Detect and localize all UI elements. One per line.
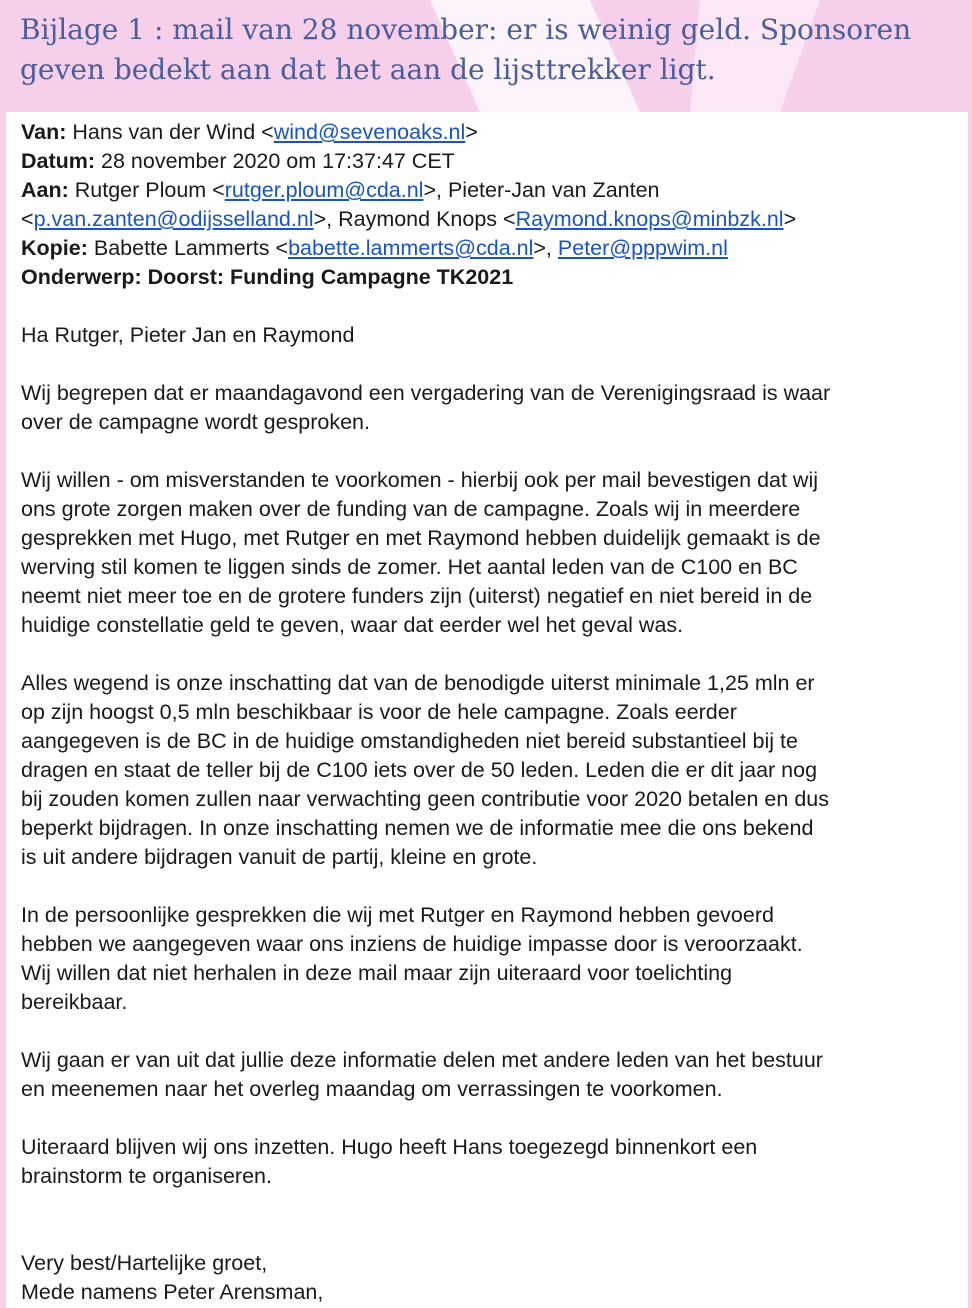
cc-email-link-1[interactable]: babette.lammerts@cda.nl xyxy=(288,236,534,260)
subject-line: Onderwerp: Doorst: Funding Campagne TK2021 xyxy=(21,265,514,289)
text-line: ons grote zorgen maken over de funding van de campagne. Zoals wij in meerdere xyxy=(21,497,801,521)
to-open-2: < xyxy=(21,207,34,231)
text-line: is uit andere bijdragen vanuit de partij, kleine en grote. xyxy=(21,845,538,869)
email-content xyxy=(21,118,966,1307)
to-name-3: >, Raymond Knops < xyxy=(313,207,516,231)
paragraph-3 xyxy=(21,669,966,872)
email-header xyxy=(21,118,966,292)
cc-label: Kopie: xyxy=(21,236,88,260)
text-line: Wij begrepen dat er maandagavond een vergadering van de Verenigingsraad is waar xyxy=(21,381,831,405)
paragraph-6 xyxy=(21,1133,966,1191)
text-line: Alles wegend is onze inschatting dat van de benodigde uiterst minimale 1,25 mln er xyxy=(21,671,815,695)
from-email-link[interactable]: wind@sevenoaks.nl xyxy=(273,120,466,144)
text-line: In de persoonlijke gesprekken die wij met Rutger en Raymond hebben gevoerd xyxy=(21,903,774,927)
text-line: dragen en staat de teller bij de C100 iets over de 50 leden. Leden die er dit jaar nog xyxy=(21,758,818,782)
caption-line-2: geven bedekt aan dat het aan de lijsttrekker ligt. xyxy=(20,53,716,86)
text-line: hebben we aangegeven waar ons inziens de huidige impasse door is veroorzaakt. xyxy=(21,932,803,956)
cc-sep: >, xyxy=(533,236,558,260)
to-email-link-3[interactable]: Raymond.knops@minbzk.nl xyxy=(515,207,784,231)
text-line: Wij gaan er van uit dat jullie deze informatie delen met andere leden van het bestuur xyxy=(21,1048,823,1072)
text-line: werving stil komen te liggen sinds de zomer. Het aantal leden van de C100 en BC xyxy=(21,555,798,579)
text-line: huidige constellatie geld te geven, waar dat eerder wel het geval was. xyxy=(21,613,684,637)
cc-line xyxy=(21,234,966,263)
text-line: neemt niet meer toe en de grotere funders zijn (uiterst) negatief en niet bereid in de xyxy=(21,584,813,608)
to-email-link-1[interactable]: rutger.ploum@cda.nl xyxy=(224,178,424,202)
document-caption xyxy=(20,10,950,90)
text-line: bij zouden komen zullen naar verwachting geen contributie voor 2020 betalen en dus xyxy=(21,787,829,811)
date-line xyxy=(21,147,966,176)
cc-email-link-2[interactable]: Peter@pppwim.nl xyxy=(557,236,728,260)
text-line: Wij willen - om misverstanden te voorkomen - hierbij ook per mail bevestigen dat wij xyxy=(21,468,819,492)
text-line: Wij willen dat niet herhalen in deze mail maar zijn uiteraard voor toelichting xyxy=(21,961,733,985)
text-line: beperkt bijdragen. In onze inschatting nemen we de informatie mee die ons bekend xyxy=(21,816,814,840)
to-name-1: Rutger Ploum < xyxy=(68,178,225,202)
text-line: Uiteraard blijven wij ons inzetten. Hugo heeft Hans toegezegd binnenkort een xyxy=(21,1135,758,1159)
date-label: Datum: xyxy=(21,149,96,173)
text-line: gesprekken met Hugo, met Rutger en met Raymond hebben duidelijk gemaakt is de xyxy=(21,526,821,550)
paragraph-2 xyxy=(21,466,966,640)
from-end: > xyxy=(465,120,478,144)
text-line: aangegeven is de BC in de huidige omstandigheden niet bereid substantieel bij te xyxy=(21,729,798,753)
to-email-link-2[interactable]: p.van.zanten@odijsselland.nl xyxy=(33,207,314,231)
caption-line-1: Bijlage 1 : mail van 28 november: er is weinig geld. Sponsoren xyxy=(20,13,912,46)
text-line: brainstorm te organiseren. xyxy=(21,1164,272,1188)
paragraph-4 xyxy=(21,901,966,1017)
text-line: op zijn hoogst 0,5 mln beschikbaar is voor de hele campagne. Zoals eerder xyxy=(21,700,737,724)
greeting: Ha Rutger, Pieter Jan en Raymond xyxy=(21,323,355,347)
date-value: 28 november 2020 om 17:37:47 CET xyxy=(95,149,455,173)
from-name: Hans van der Wind < xyxy=(66,120,274,144)
paragraph-5 xyxy=(21,1046,966,1104)
text-line: en meenemen naar het overleg maandag om verrassingen te voorkomen. xyxy=(21,1077,723,1101)
from-label: Van: xyxy=(21,120,67,144)
cc-name-1: Babette Lammerts < xyxy=(87,236,289,260)
to-line xyxy=(21,176,966,205)
paragraph-1 xyxy=(21,379,966,437)
closing-line-2: Mede namens Peter Arensman, xyxy=(21,1280,324,1304)
email-page xyxy=(6,112,968,1308)
to-name-2: >, Pieter-Jan van Zanten xyxy=(423,178,660,202)
closing-line-1: Very best/Hartelijke groet, xyxy=(21,1251,268,1275)
to-label: Aan: xyxy=(21,178,69,202)
to-line-cont xyxy=(21,205,966,234)
text-line: bereikbaar. xyxy=(21,990,128,1014)
signature-spacer xyxy=(21,1191,966,1249)
from-line xyxy=(21,118,966,147)
to-end: > xyxy=(783,207,797,231)
text-line: over de campagne wordt gesproken. xyxy=(21,410,370,434)
